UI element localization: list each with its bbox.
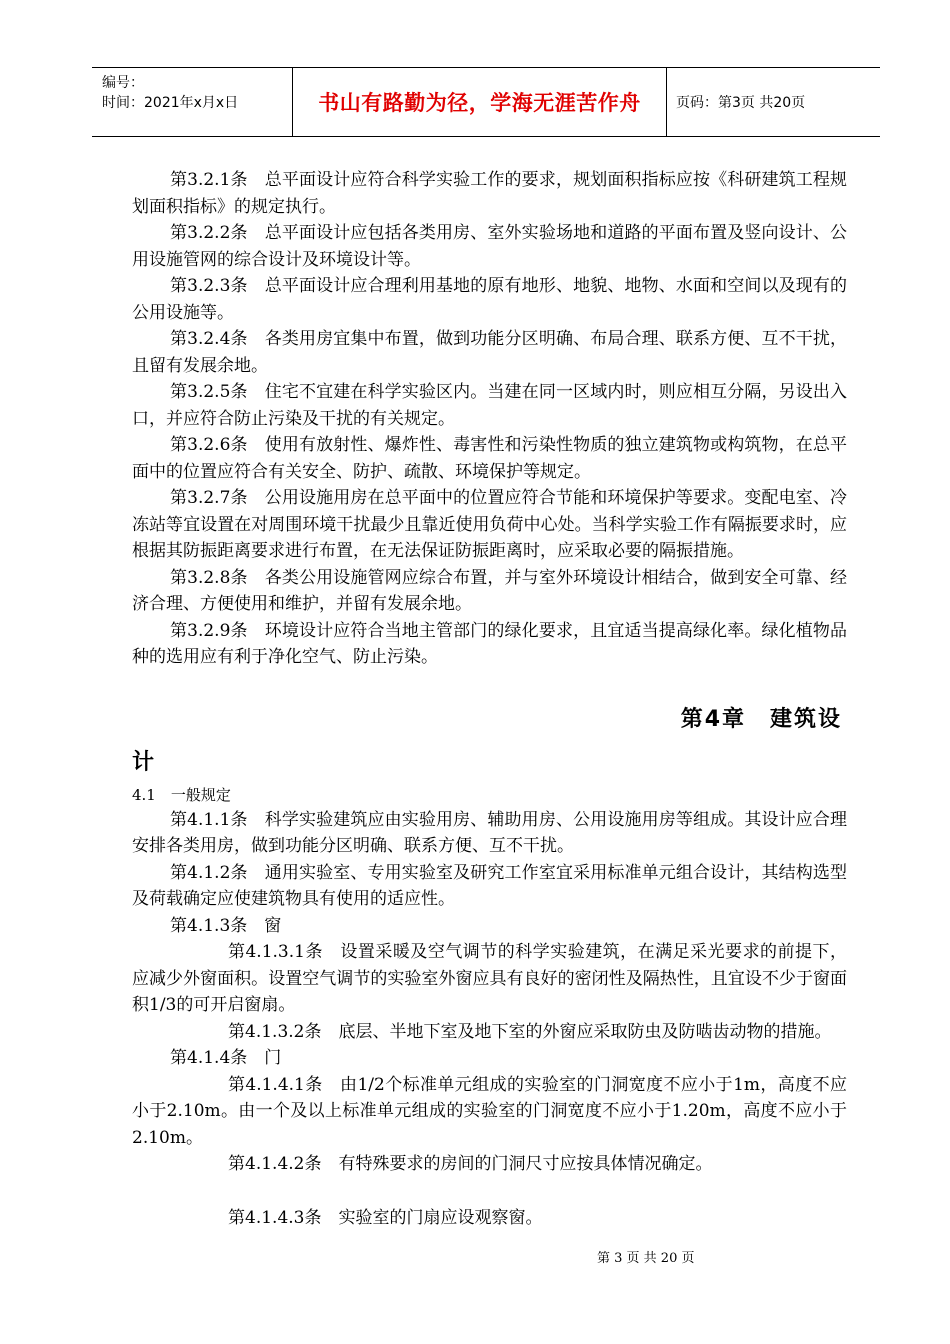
clause-4-1-3-2: 第4.1.3.2条 底层、半地下室及地下室的外窗应采取防虫及防啮齿动物的措施。 [228,1021,832,1042]
document-body [132,167,847,1231]
clause-4-1-3-1: 第4.1.3.1条 设置采暖及空气调节的科学实验建筑，在满足采光要求的前提下，应减少外窗面积。设置空气调节的实验室外窗应具有良好的密闭性及隔热性，且宜设不少于窗面积1/3的可开启窗扇。 [132,942,847,1015]
clause-4-1-4: 第4.1.4条 门 [170,1048,282,1068]
time-label: 时间：2021年x月x日 [102,95,239,111]
clause-3-2-4: 第3.2.4条 各类用房宜集中布置，做到功能分区明确、布局合理、联系方便、互不干扰，且留有发展余地。 [132,329,847,376]
page-header [92,67,880,137]
clause-4-1-1: 第4.1.1条 科学实验建筑应由实验用房、辅助用房、公用设施用房等组成。其设计应合理安排各类用房，做到功能分区明确、联系方便、互不干扰。 [132,809,847,856]
clause-3-2-8: 第3.2.8条 各类公用设施管网应综合布置，并与室外环境设计相结合，做到安全可靠、经济合理、方便使用和维护，并留有发展余地。 [132,567,847,614]
section-heading: 4.1 一般规定 [132,785,231,804]
header-meta-cell [92,68,292,136]
clause-4-1-4-1: 第4.1.4.1条 由1/2个标准单元组成的实验室的门洞宽度不应小于1m，高度不应小于2.10m。由一个及以上标准单元组成的实验室的门洞宽度不应小于1.20m，高度不应小于2.10m。 [132,1074,847,1148]
clause-4-1-4-2: 第4.1.4.2条 有特殊要求的房间的门洞尺寸应按具体情况确定。 [228,1154,713,1174]
page-footer: 第 3 页 共 20 页 [597,1251,695,1266]
clause-3-2-5: 第3.2.5条 住宅不宜建在科学实验区内。当建在同一区域内时，则应相互分隔，另设出入口，并应符合防止污染及干扰的有关规定。 [132,382,847,429]
clause-3-2-2: 第3.2.2条 总平面设计应包括各类用房、室外实验场地和道路的平面布置及竖向设计、公用设施管网的综合设计及环境设计等。 [132,223,847,270]
clause-3-2-6: 第3.2.6条 使用有放射性、爆炸性、毒害性和污染性物质的独立建筑物或构筑物，在总平面中的位置应符合有关安全、防护、疏散、环境保护等规定。 [132,435,847,482]
header-page-cell [666,68,890,136]
clause-4-1-2: 第4.1.2条 通用实验室、专用实验室及研究工作室宜采用标准单元组合设计，其结构选型及荷载确定应使建筑物具有使用的适应性。 [132,862,847,909]
header-motto-cell [292,68,667,136]
clause-3-2-3: 第3.2.3条 总平面设计应合理利用基地的原有地形、地貌、地物、水面和空间以及现有的公用设施等。 [132,276,847,323]
motto-text: 书山有路勤为径，学海无涯苦作舟 [318,91,641,115]
chapter-title-tail: 计 [132,749,155,775]
clause-4-1-4-3: 第4.1.4.3条 实验室的门扇应设观察窗。 [228,1207,543,1228]
code-label: 编号： [102,75,144,91]
clause-3-2-1: 第3.2.1条 总平面设计应符合科学实验工作的要求，规划面积指标应按《科研建筑工程规划面积指标》的规定执行。 [132,170,847,217]
clause-3-2-9: 第3.2.9条 环境设计应符合当地主管部门的绿化要求，且宜适当提高绿化率。绿化植物品种的选用应有利于净化空气、防止污染。 [132,620,847,667]
chapter-title: 第4章 建筑设 [680,706,842,732]
clause-4-1-3: 第4.1.3条 窗 [170,915,282,936]
page-code: 页码：第3页 共20页 [676,95,806,111]
clause-3-2-7: 第3.2.7条 公用设施用房在总平面中的位置应符合节能和环境保护等要求。变配电室、冷冻站等宜设置在对周围环境干扰最少且靠近使用负荷中心处。当科学实验工作有隔振要求时，应根据其防振距离要求进行布置，在无法保证防振距离时，应采取必要的隔振措施。 [132,488,847,561]
